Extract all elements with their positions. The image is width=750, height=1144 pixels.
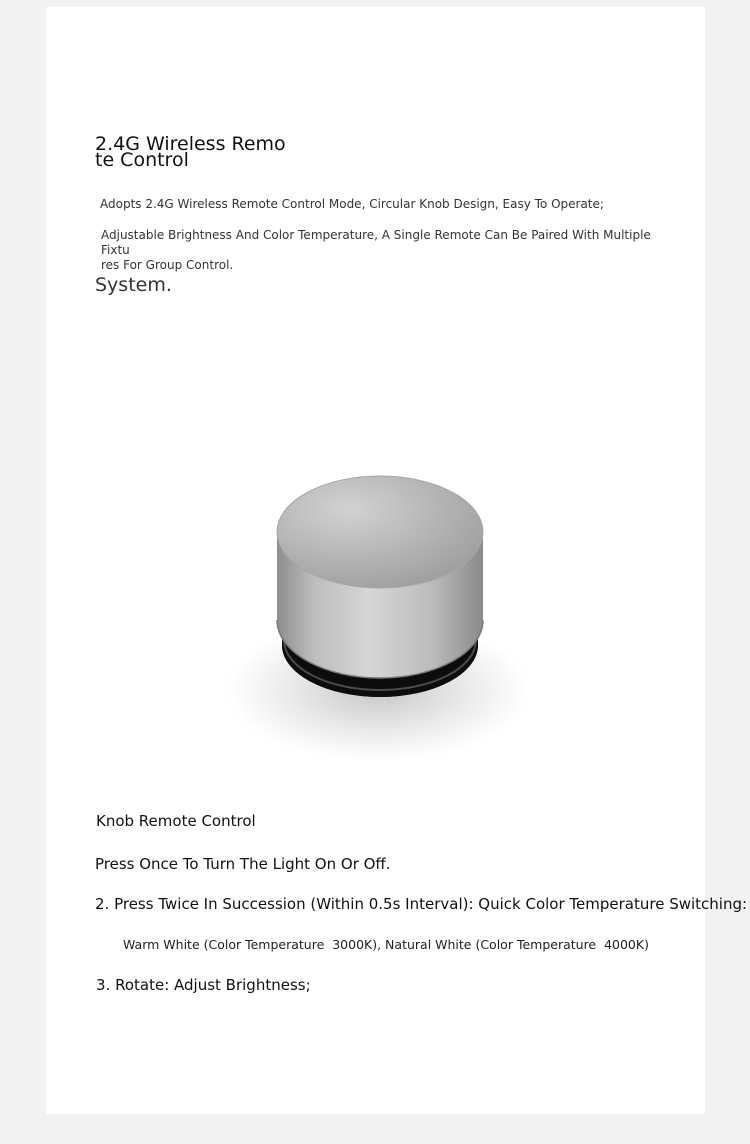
- instruction-step-1: Press Once To Turn The Light On Or Off.: [95, 855, 391, 873]
- instruction-step-3: 3. Rotate: Adjust Brightness;: [96, 976, 311, 994]
- section-title: Knob Remote Control: [96, 812, 256, 830]
- knob-top: [277, 476, 483, 588]
- instruction-step-2: 2. Press Twice In Succession (Within 0.5s Interval): Quick Color Temperature Switching:: [95, 895, 748, 913]
- product-image: [220, 440, 540, 780]
- page-title-line-2: te Control: [95, 149, 189, 171]
- intro-paragraph-2-line-1: Adjustable Brightness And Color Temperature, A Single Remote Can Be Paired With Multiple Fixtu: [101, 228, 651, 257]
- knob-remote-illustration: [220, 440, 540, 780]
- instruction-step-2-detail: Warm White (Color Temperature 3000K), Natural White (Color Temperature 4000K): [123, 937, 649, 952]
- intro-paragraph-2: [101, 228, 661, 273]
- page-title-line-1: 2.4G Wireless Remo: [95, 133, 286, 155]
- page-title: [95, 133, 305, 171]
- intro-paragraph-2-line-2: res For Group Control.: [101, 258, 234, 272]
- system-text: System.: [95, 274, 172, 296]
- intro-paragraph-1: Adopts 2.4G Wireless Remote Control Mode, Circular Knob Design, Easy To Operate;: [100, 197, 604, 211]
